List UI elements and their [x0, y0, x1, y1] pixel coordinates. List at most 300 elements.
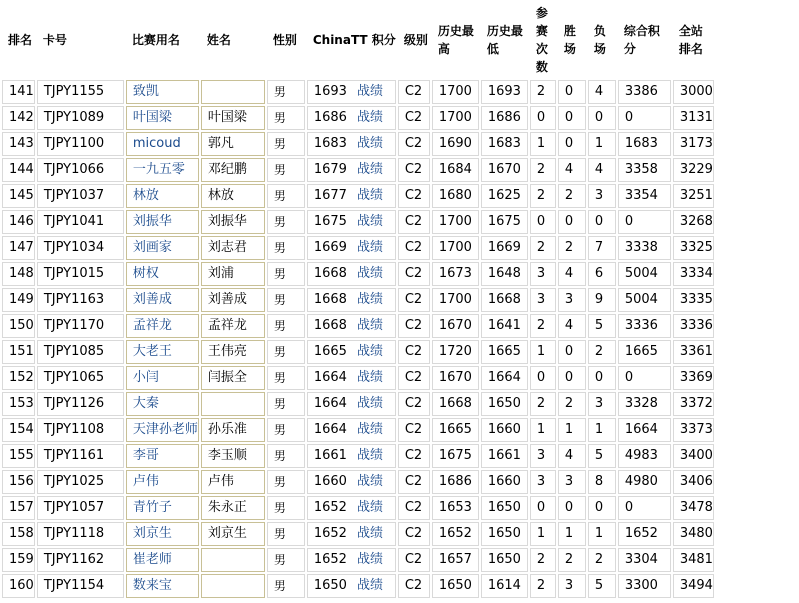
hist-high-cell: 1700: [432, 106, 479, 130]
header-card: 卡号: [37, 2, 124, 78]
record-link[interactable]: 战绩: [356, 318, 383, 333]
losses-cell: 1: [588, 132, 616, 156]
site-rank-cell: 3373: [673, 418, 714, 442]
hist-low-cell: 1650: [481, 392, 528, 416]
nickname-cell: [126, 522, 199, 546]
rank-cell: 159: [2, 548, 35, 572]
tt-score-value: 1652: [313, 552, 347, 567]
name-cell: 叶国梁: [201, 106, 265, 130]
level-cell: C2: [398, 574, 430, 598]
tt-score-cell: [307, 210, 396, 234]
table-body: [2, 80, 714, 598]
hist-low-cell: 1661: [481, 444, 528, 468]
wins-cell: 3: [558, 574, 586, 598]
nickname-cell: [126, 418, 199, 442]
site-rank-cell: 3480: [673, 522, 714, 546]
level-cell: C2: [398, 366, 430, 390]
table-row: [2, 444, 714, 468]
hist-low-cell: 1665: [481, 340, 528, 364]
site-rank-cell: 3400: [673, 444, 714, 468]
losses-cell: 7: [588, 236, 616, 260]
tt-score-value: 1668: [313, 318, 347, 333]
name-cell: [201, 392, 265, 416]
sex-cell: 男: [267, 470, 305, 494]
total-cell: 0: [618, 496, 671, 520]
card-cell: TJPY1162: [37, 548, 124, 572]
nickname-link[interactable]: 小闫: [132, 370, 159, 385]
card-cell: TJPY1015: [37, 262, 124, 286]
level-cell: C2: [398, 340, 430, 364]
losses-cell: 1: [588, 522, 616, 546]
card-cell: TJPY1155: [37, 80, 124, 104]
level-cell: C2: [398, 210, 430, 234]
nickname-link[interactable]: 天津孙老师: [132, 422, 198, 437]
nickname-link[interactable]: 刘画家: [132, 240, 172, 255]
hist-low-cell: 1664: [481, 366, 528, 390]
site-rank-cell: 3268: [673, 210, 714, 234]
wins-cell: 4: [558, 314, 586, 338]
losses-cell: 8: [588, 470, 616, 494]
record-link[interactable]: 战绩: [356, 474, 383, 489]
name-cell: 刘振华: [201, 210, 265, 234]
nickname-link[interactable]: 大秦: [132, 396, 159, 411]
sex-cell: 男: [267, 288, 305, 312]
tt-score-value: 1661: [313, 448, 347, 463]
hist-high-cell: 1700: [432, 210, 479, 234]
losses-cell: 1: [588, 418, 616, 442]
card-cell: TJPY1065: [37, 366, 124, 390]
losses-cell: 0: [588, 210, 616, 234]
rank-cell: 158: [2, 522, 35, 546]
wins-cell: 1: [558, 418, 586, 442]
losses-cell: 0: [588, 366, 616, 390]
table-row: [2, 132, 714, 156]
header-total: 综合积分: [618, 2, 671, 78]
card-cell: TJPY1161: [37, 444, 124, 468]
matches-cell: 1: [530, 340, 556, 364]
card-cell: TJPY1085: [37, 340, 124, 364]
tt-score-value: 1686: [313, 110, 347, 125]
card-cell: TJPY1066: [37, 158, 124, 182]
site-rank-cell: 3361: [673, 340, 714, 364]
losses-cell: 4: [588, 158, 616, 182]
rank-cell: 157: [2, 496, 35, 520]
nickname-link[interactable]: 青竹子: [132, 500, 172, 515]
card-cell: TJPY1100: [37, 132, 124, 156]
tt-score-cell: [307, 366, 396, 390]
site-rank-cell: 3229: [673, 158, 714, 182]
total-cell: 1652: [618, 522, 671, 546]
table-row: [2, 106, 714, 130]
table-row: [2, 418, 714, 442]
losses-cell: 3: [588, 392, 616, 416]
wins-cell: 2: [558, 236, 586, 260]
wins-cell: 0: [558, 210, 586, 234]
wins-cell: 2: [558, 184, 586, 208]
name-cell: 刘志君: [201, 236, 265, 260]
nickname-cell: [126, 236, 199, 260]
record-link[interactable]: 战绩: [356, 448, 383, 463]
name-cell: 朱永正: [201, 496, 265, 520]
rank-cell: 150: [2, 314, 35, 338]
hist-high-cell: 1650: [432, 574, 479, 598]
nickname-cell: [126, 106, 199, 130]
header-matches: 参赛次数: [530, 2, 556, 78]
rank-cell: 160: [2, 574, 35, 598]
nickname-link[interactable]: 刘善成: [132, 292, 172, 307]
record-link[interactable]: 战绩: [356, 110, 383, 125]
nickname-link[interactable]: micoud: [132, 136, 181, 151]
table-row: [2, 392, 714, 416]
record-link[interactable]: 战绩: [356, 578, 383, 593]
hist-low-cell: 1650: [481, 496, 528, 520]
rank-cell: 148: [2, 262, 35, 286]
tt-score-value: 1664: [313, 370, 347, 385]
table-row: [2, 340, 714, 364]
header-site-rank: 全站排名: [673, 2, 714, 78]
card-cell: TJPY1126: [37, 392, 124, 416]
name-cell: 郭凡: [201, 132, 265, 156]
card-cell: TJPY1041: [37, 210, 124, 234]
hist-high-cell: 1684: [432, 158, 479, 182]
nickname-link[interactable]: 林放: [132, 188, 159, 203]
wins-cell: 0: [558, 496, 586, 520]
matches-cell: 2: [530, 236, 556, 260]
nickname-link[interactable]: 卢伟: [132, 474, 159, 489]
table-row: [2, 496, 714, 520]
hist-high-cell: 1673: [432, 262, 479, 286]
total-cell: 5004: [618, 262, 671, 286]
tt-score-value: 1668: [313, 292, 347, 307]
matches-cell: 2: [530, 392, 556, 416]
hist-high-cell: 1657: [432, 548, 479, 572]
tt-score-value: 1668: [313, 266, 347, 281]
losses-cell: 6: [588, 262, 616, 286]
header-rank: 排名: [2, 2, 35, 78]
level-cell: C2: [398, 496, 430, 520]
site-rank-cell: 3478: [673, 496, 714, 520]
tt-score-cell: [307, 340, 396, 364]
losses-cell: 3: [588, 184, 616, 208]
sex-cell: 男: [267, 522, 305, 546]
level-cell: C2: [398, 80, 430, 104]
wins-cell: 0: [558, 366, 586, 390]
tt-score-cell: [307, 132, 396, 156]
total-cell: 3328: [618, 392, 671, 416]
name-cell: [201, 548, 265, 572]
card-cell: TJPY1089: [37, 106, 124, 130]
site-rank-cell: 3173: [673, 132, 714, 156]
rank-cell: 155: [2, 444, 35, 468]
nickname-cell: [126, 314, 199, 338]
record-link[interactable]: 战绩: [356, 136, 383, 151]
sex-cell: 男: [267, 444, 305, 468]
name-cell: 刘京生: [201, 522, 265, 546]
total-cell: 1664: [618, 418, 671, 442]
name-cell: 孟祥龙: [201, 314, 265, 338]
table-row: [2, 522, 714, 546]
hist-low-cell: 1641: [481, 314, 528, 338]
tt-score-value: 1664: [313, 396, 347, 411]
sex-cell: 男: [267, 236, 305, 260]
losses-cell: 5: [588, 444, 616, 468]
record-link[interactable]: 战绩: [356, 188, 383, 203]
nickname-link[interactable]: 致凯: [132, 84, 159, 99]
hist-high-cell: 1670: [432, 314, 479, 338]
total-cell: 1683: [618, 132, 671, 156]
name-cell: 邓纪鹏: [201, 158, 265, 182]
tt-score-value: 1660: [313, 474, 347, 489]
nickname-cell: [126, 80, 199, 104]
hist-low-cell: 1669: [481, 236, 528, 260]
nickname-link[interactable]: 李哥: [132, 448, 159, 463]
hist-low-cell: 1625: [481, 184, 528, 208]
hist-high-cell: 1690: [432, 132, 479, 156]
wins-cell: 0: [558, 340, 586, 364]
matches-cell: 0: [530, 366, 556, 390]
tt-score-cell: [307, 184, 396, 208]
header-wins: 胜场: [558, 2, 586, 78]
rank-cell: 149: [2, 288, 35, 312]
site-rank-cell: 3372: [673, 392, 714, 416]
nickname-cell: [126, 366, 199, 390]
matches-cell: 0: [530, 210, 556, 234]
nickname-cell: [126, 496, 199, 520]
tt-score-cell: [307, 392, 396, 416]
sex-cell: 男: [267, 262, 305, 286]
name-cell: 孙乐准: [201, 418, 265, 442]
tt-score-value: 1652: [313, 526, 347, 541]
site-rank-cell: 3335: [673, 288, 714, 312]
level-cell: C2: [398, 236, 430, 260]
total-cell: 0: [618, 106, 671, 130]
hist-high-cell: 1686: [432, 470, 479, 494]
card-cell: TJPY1108: [37, 418, 124, 442]
hist-low-cell: 1693: [481, 80, 528, 104]
hist-high-cell: 1653: [432, 496, 479, 520]
hist-high-cell: 1670: [432, 366, 479, 390]
nickname-link[interactable]: 一九五零: [132, 162, 185, 177]
total-cell: 5004: [618, 288, 671, 312]
record-link[interactable]: 战绩: [356, 396, 383, 411]
hist-high-cell: 1720: [432, 340, 479, 364]
card-cell: TJPY1154: [37, 574, 124, 598]
hist-low-cell: 1670: [481, 158, 528, 182]
sex-cell: 男: [267, 314, 305, 338]
sex-cell: 男: [267, 106, 305, 130]
level-cell: C2: [398, 418, 430, 442]
tt-score-cell: [307, 444, 396, 468]
matches-cell: 3: [530, 444, 556, 468]
card-cell: TJPY1057: [37, 496, 124, 520]
name-cell: 闫振全: [201, 366, 265, 390]
header-sex: 性别: [267, 2, 305, 78]
matches-cell: 3: [530, 262, 556, 286]
record-link[interactable]: 战绩: [356, 162, 383, 177]
hist-low-cell: 1683: [481, 132, 528, 156]
hist-low-cell: 1675: [481, 210, 528, 234]
nickname-cell: [126, 158, 199, 182]
tt-score-cell: [307, 470, 396, 494]
wins-cell: 0: [558, 132, 586, 156]
header-row: [2, 2, 714, 78]
card-cell: TJPY1025: [37, 470, 124, 494]
site-rank-cell: 3325: [673, 236, 714, 260]
total-cell: 4980: [618, 470, 671, 494]
total-cell: 4983: [618, 444, 671, 468]
level-cell: C2: [398, 548, 430, 572]
sex-cell: 男: [267, 392, 305, 416]
tt-score-cell: [307, 106, 396, 130]
site-rank-cell: 3369: [673, 366, 714, 390]
losses-cell: 0: [588, 496, 616, 520]
table-row: [2, 470, 714, 494]
nickname-link[interactable]: 树权: [132, 266, 159, 281]
nickname-link[interactable]: 刘振华: [132, 214, 172, 229]
wins-cell: 4: [558, 444, 586, 468]
nickname-cell: [126, 444, 199, 468]
record-link[interactable]: 战绩: [356, 292, 383, 307]
nickname-link[interactable]: 数来宝: [132, 578, 172, 593]
tt-score-cell: [307, 548, 396, 572]
card-cell: TJPY1034: [37, 236, 124, 260]
matches-cell: 1: [530, 522, 556, 546]
nickname-cell: [126, 548, 199, 572]
tt-score-value: 1679: [313, 162, 347, 177]
hist-low-cell: 1614: [481, 574, 528, 598]
hist-high-cell: 1700: [432, 236, 479, 260]
sex-cell: 男: [267, 80, 305, 104]
tt-score-cell: [307, 288, 396, 312]
header-name: 姓名: [201, 2, 265, 78]
nickname-cell: [126, 262, 199, 286]
record-link[interactable]: 战绩: [356, 500, 383, 515]
nickname-cell: [126, 574, 199, 598]
total-cell: 3354: [618, 184, 671, 208]
level-cell: C2: [398, 314, 430, 338]
site-rank-cell: 3131: [673, 106, 714, 130]
record-link[interactable]: 战绩: [356, 344, 383, 359]
hist-high-cell: 1700: [432, 288, 479, 312]
name-cell: 林放: [201, 184, 265, 208]
sex-cell: 男: [267, 496, 305, 520]
level-cell: C2: [398, 158, 430, 182]
tt-score-cell: [307, 314, 396, 338]
matches-cell: 2: [530, 574, 556, 598]
nickname-link[interactable]: 叶国梁: [132, 110, 172, 125]
site-rank-cell: 3251: [673, 184, 714, 208]
hist-high-cell: 1652: [432, 522, 479, 546]
record-link[interactable]: 战绩: [356, 526, 383, 541]
header-nickname: 比赛用名: [126, 2, 199, 78]
level-cell: C2: [398, 106, 430, 130]
hist-high-cell: 1665: [432, 418, 479, 442]
nickname-cell: [126, 470, 199, 494]
matches-cell: 2: [530, 158, 556, 182]
tt-score-value: 1675: [313, 214, 347, 229]
sex-cell: 男: [267, 184, 305, 208]
record-link[interactable]: 战绩: [356, 84, 383, 99]
matches-cell: 2: [530, 548, 556, 572]
site-rank-cell: 3334: [673, 262, 714, 286]
table-row: [2, 184, 714, 208]
hist-low-cell: 1650: [481, 522, 528, 546]
nickname-link[interactable]: 大老王: [132, 344, 172, 359]
sex-cell: 男: [267, 418, 305, 442]
record-link[interactable]: 战绩: [356, 214, 383, 229]
nickname-cell: [126, 288, 199, 312]
card-cell: TJPY1037: [37, 184, 124, 208]
record-link[interactable]: 战绩: [356, 370, 383, 385]
losses-cell: 9: [588, 288, 616, 312]
nickname-cell: [126, 392, 199, 416]
sex-cell: 男: [267, 158, 305, 182]
losses-cell: 5: [588, 574, 616, 598]
wins-cell: 0: [558, 80, 586, 104]
tt-score-cell: [307, 574, 396, 598]
name-cell: 刘善成: [201, 288, 265, 312]
header-losses: 负场: [588, 2, 616, 78]
hist-low-cell: 1668: [481, 288, 528, 312]
rank-cell: 153: [2, 392, 35, 416]
site-rank-cell: 3336: [673, 314, 714, 338]
site-rank-cell: 3000: [673, 80, 714, 104]
sex-cell: 男: [267, 210, 305, 234]
hist-high-cell: 1675: [432, 444, 479, 468]
site-rank-cell: 3481: [673, 548, 714, 572]
nickname-cell: [126, 132, 199, 156]
record-link[interactable]: 战绩: [356, 422, 383, 437]
record-link[interactable]: 战绩: [356, 266, 383, 281]
sex-cell: 男: [267, 574, 305, 598]
matches-cell: 2: [530, 184, 556, 208]
nickname-link[interactable]: 刘京生: [132, 526, 172, 541]
hist-high-cell: 1668: [432, 392, 479, 416]
card-cell: TJPY1163: [37, 288, 124, 312]
tt-score-value: 1665: [313, 344, 347, 359]
table-row: [2, 288, 714, 312]
total-cell: 3358: [618, 158, 671, 182]
losses-cell: 4: [588, 80, 616, 104]
nickname-link[interactable]: 崔老师: [132, 552, 172, 567]
wins-cell: 0: [558, 106, 586, 130]
table-row: [2, 548, 714, 572]
rank-cell: 142: [2, 106, 35, 130]
tt-score-value: 1683: [313, 136, 347, 151]
tt-score-cell: [307, 522, 396, 546]
table-row: [2, 236, 714, 260]
rank-cell: 154: [2, 418, 35, 442]
record-link[interactable]: 战绩: [356, 552, 383, 567]
table-row: [2, 158, 714, 182]
hist-high-cell: 1700: [432, 80, 479, 104]
tt-score-value: 1652: [313, 500, 347, 515]
wins-cell: 3: [558, 288, 586, 312]
table-row: [2, 366, 714, 390]
level-cell: C2: [398, 522, 430, 546]
sex-cell: 男: [267, 548, 305, 572]
nickname-link[interactable]: 孟祥龙: [132, 318, 172, 333]
rank-cell: 144: [2, 158, 35, 182]
matches-cell: 3: [530, 288, 556, 312]
wins-cell: 4: [558, 262, 586, 286]
level-cell: C2: [398, 132, 430, 156]
nickname-cell: [126, 340, 199, 364]
losses-cell: 2: [588, 340, 616, 364]
total-cell: 3336: [618, 314, 671, 338]
sex-cell: 男: [267, 132, 305, 156]
record-link[interactable]: 战绩: [356, 240, 383, 255]
